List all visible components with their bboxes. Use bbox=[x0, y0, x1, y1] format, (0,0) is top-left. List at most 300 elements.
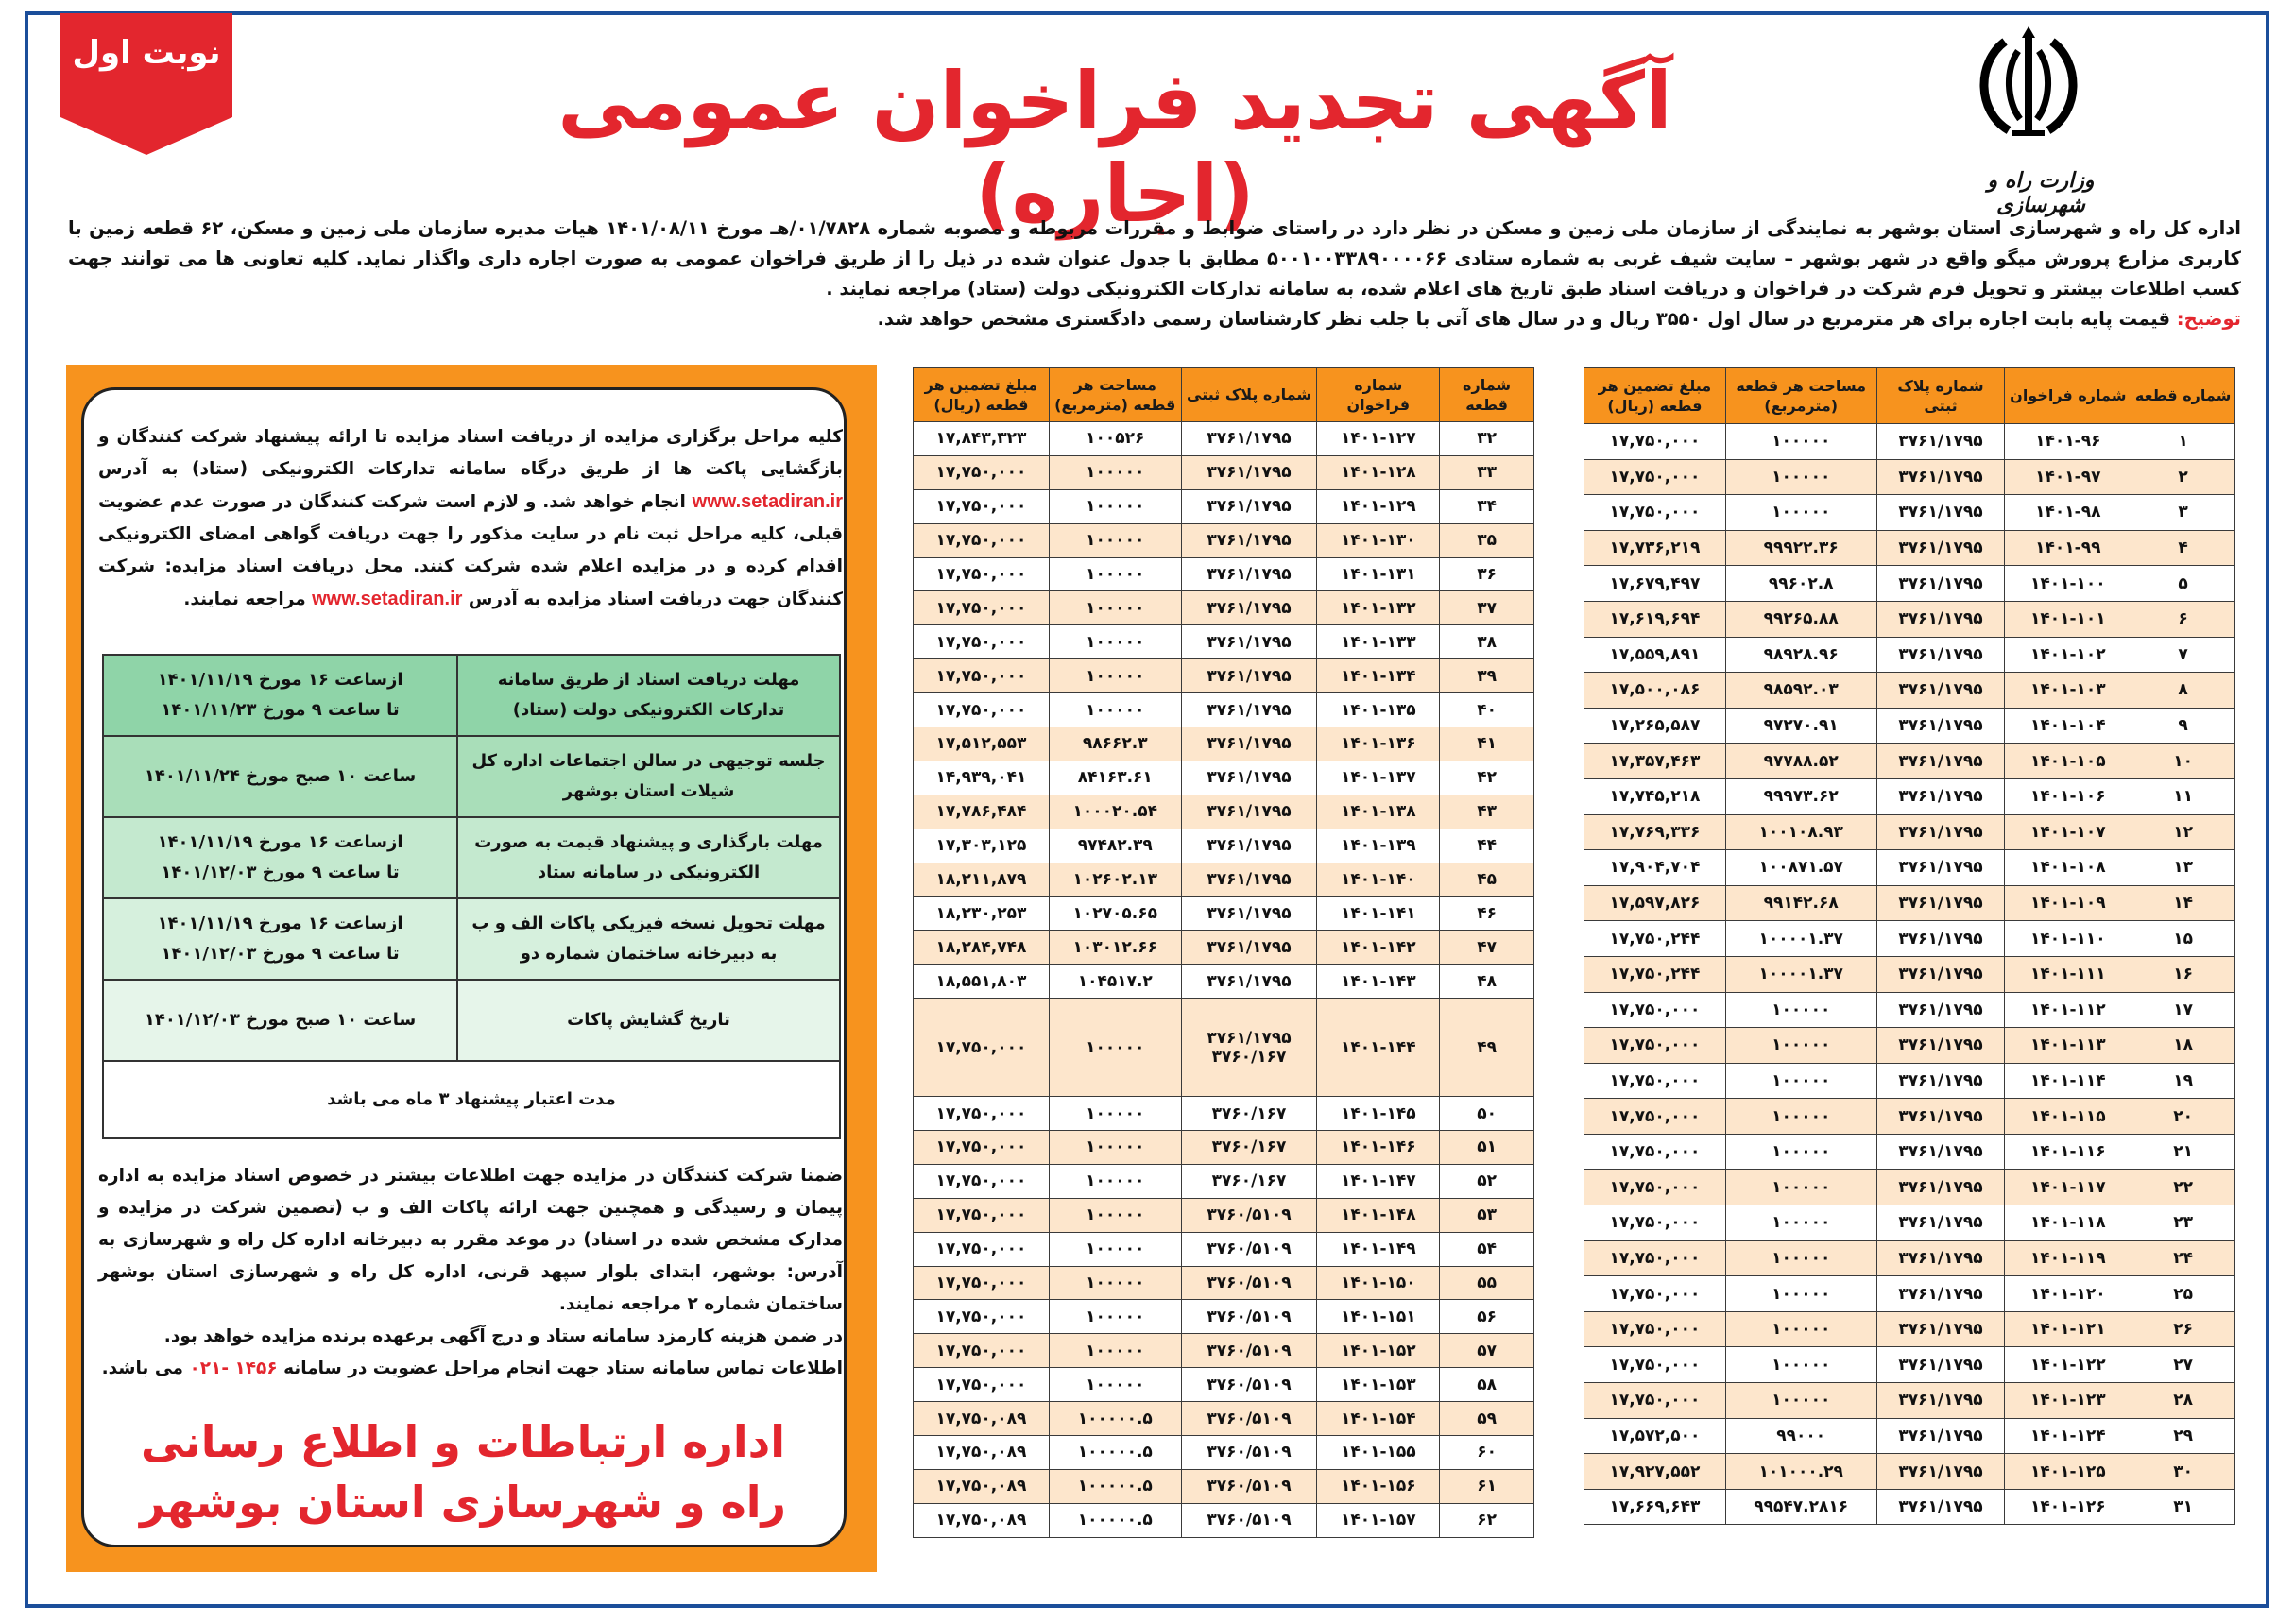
cell-call-no: ۱۴۰۱-۹۶ bbox=[2005, 424, 2131, 460]
cell-reg-plate: ۳۷۶۱/۱۷۹۵ bbox=[1876, 992, 2005, 1028]
cell-reg-plate: ۳۷۶۱/۱۷۹۵ bbox=[1876, 708, 2005, 744]
plate-line-2: ۳۷۶۰/۱۶۷ bbox=[1211, 1047, 1287, 1067]
cell-plot-no: ۴۱ bbox=[1440, 727, 1534, 761]
cell-guarantee: ۱۷,۷۵۰,۰۰۰ bbox=[914, 489, 1050, 523]
cell-plot-no: ۶۰ bbox=[1440, 1436, 1534, 1470]
cell-guarantee: ۱۷,۷۵۰,۰۰۰ bbox=[914, 591, 1050, 625]
schedule-time bbox=[103, 980, 457, 1061]
cell-plot-no: ۴۲ bbox=[1440, 761, 1534, 795]
cell-plot-no: ۷ bbox=[2131, 637, 2235, 673]
header-plot-no: شماره قطعه bbox=[1440, 368, 1534, 422]
table-row bbox=[1584, 601, 2235, 637]
cell-reg-plate: ۳۷۶۱/۱۷۹۵ bbox=[1876, 459, 2005, 495]
setadiran-link-2[interactable]: www.setadiran.ir bbox=[312, 589, 463, 609]
cell-guarantee: ۱۷,۷۵۰,۰۰۰ bbox=[1584, 1134, 1726, 1170]
table-row bbox=[914, 1368, 1534, 1402]
cell-call-no: ۱۴۰۱-۱۵۵ bbox=[1317, 1436, 1440, 1470]
cell-guarantee: ۱۸,۲۸۴,۷۴۸ bbox=[914, 931, 1050, 965]
cell-area: ۱۰۴۵۱۷.۲ bbox=[1049, 965, 1181, 999]
cell-guarantee: ۱۷,۷۵۰,۰۰۰ bbox=[914, 1198, 1050, 1232]
cell-guarantee: ۱۷,۷۴۵,۲۱۸ bbox=[1584, 778, 1726, 814]
table-row bbox=[914, 1503, 1534, 1537]
cell-area: ۱۰۰۰۰۰ bbox=[1049, 557, 1181, 591]
cell-guarantee: ۱۷,۲۶۵,۵۸۷ bbox=[1584, 708, 1726, 744]
cell-guarantee: ۱۷,۷۵۰,۰۰۰ bbox=[1584, 1383, 1726, 1419]
cell-area: ۱۰۰۰۰۰ bbox=[1049, 1198, 1181, 1232]
cell-area: ۹۸۶۶۲.۳ bbox=[1049, 727, 1181, 761]
cell-guarantee: ۱۷,۵۷۲,۵۰۰ bbox=[1584, 1418, 1726, 1454]
schedule-time bbox=[103, 655, 457, 736]
cell-call-no: ۱۴۰۱-۱۴۲ bbox=[1317, 931, 1440, 965]
schedule-label: مهلت تحویل نسخه فیزیکی پاکات الف و ب به دبیرخانه ساختمان شماره دو bbox=[457, 898, 840, 980]
cell-plot-no: ۳۳ bbox=[1440, 455, 1534, 489]
plate-line: ۳۷۶۱/۱۷۹۵ bbox=[1207, 903, 1292, 923]
cell-area: ۹۸۹۲۸.۹۶ bbox=[1725, 637, 1876, 673]
cell-guarantee: ۱۷,۷۵۰,۰۸۹ bbox=[914, 1402, 1050, 1436]
cell-plot-no: ۱۸ bbox=[2131, 1028, 2235, 1064]
cell-area: ۱۰۰۰۰۰ bbox=[1049, 625, 1181, 659]
table-row bbox=[914, 1266, 1534, 1300]
cell-guarantee: ۱۷,۸۴۳,۳۲۳ bbox=[914, 422, 1050, 456]
cell-call-no: ۱۴۰۱-۱۰۴ bbox=[2005, 708, 2131, 744]
cell-area: ۱۰۰۰۰۰.۵ bbox=[1049, 1436, 1181, 1470]
cell-guarantee: ۱۷,۷۵۰,۰۸۹ bbox=[914, 1503, 1050, 1537]
plate-line: ۳۷۶۱/۱۷۹۵ bbox=[1207, 734, 1292, 754]
table-row bbox=[1584, 566, 2235, 602]
cell-reg-plate bbox=[1181, 1368, 1317, 1402]
phone-number: ۱۴۵۶ -۰۲۱ bbox=[189, 1359, 278, 1378]
cell-reg-plate bbox=[1181, 1300, 1317, 1334]
cell-area: ۱۰۰۰۰۰ bbox=[1725, 1347, 1876, 1383]
cell-area: ۱۰۰۰۰۰.۵ bbox=[1049, 1503, 1181, 1537]
cell-reg-plate: ۳۷۶۱/۱۷۹۵ bbox=[1876, 673, 2005, 709]
cell-reg-plate: ۳۷۶۱/۱۷۹۵ bbox=[1876, 1134, 2005, 1170]
table-row bbox=[914, 999, 1534, 1097]
setadiran-link[interactable]: www.setadiran.ir bbox=[692, 491, 843, 512]
schedule-time-line-1: ازساعت ۱۶ مورخ ۱۴۰۱/۱۱/۱۹ bbox=[157, 670, 403, 690]
cell-call-no: ۱۴۰۱-۱۲۳ bbox=[2005, 1383, 2131, 1419]
cell-reg-plate: ۳۷۶۱/۱۷۹۵ bbox=[1876, 1383, 2005, 1419]
cell-call-no: ۱۴۰۱-۱۲۰ bbox=[2005, 1276, 2131, 1312]
table-row bbox=[1584, 424, 2235, 460]
cell-plot-no: ۵۰ bbox=[1440, 1097, 1534, 1131]
note-text: قیمت پایه بابت اجاره برای هر مترمربع در سال اول ۳۵۵۰ ریال و در سال های آتی با جلب نظر کارشناسان رسمی دادگستری مشخص خواهد شد. bbox=[877, 308, 2170, 330]
table-row bbox=[1584, 530, 2235, 566]
cell-call-no: ۱۴۰۱-۱۰۱ bbox=[2005, 601, 2131, 637]
cell-guarantee: ۱۴,۹۳۹,۰۴۱ bbox=[914, 761, 1050, 795]
table-row bbox=[1584, 921, 2235, 957]
procedure-text-a: کلیه مراحل برگزاری مزایده از دریافت اسناد مزایده تا ارائه پیشنهاد شرکت کنندگان و بازگشایی پاکت ها از طریق درگاه سامانه تدارکات الکترونیکی (ستاد) به آدرس bbox=[98, 427, 843, 479]
cell-guarantee: ۱۷,۷۵۰,۰۰۰ bbox=[914, 1266, 1050, 1300]
plate-line: ۳۷۶۰/۵۱۰۹ bbox=[1207, 1205, 1292, 1225]
cell-guarantee: ۱۷,۷۵۰,۰۰۰ bbox=[1584, 1347, 1726, 1383]
cell-plot-no: ۱۰ bbox=[2131, 744, 2235, 779]
plate-line: ۳۷۶۱/۱۷۹۵ bbox=[1207, 870, 1292, 890]
cell-call-no: ۱۴۰۱-۱۱۶ bbox=[2005, 1134, 2131, 1170]
cell-reg-plate bbox=[1181, 1232, 1317, 1266]
cell-guarantee: ۱۷,۷۵۰,۰۰۰ bbox=[1584, 1099, 1726, 1135]
plate-line: ۳۷۶۰/۵۱۰۹ bbox=[1207, 1307, 1292, 1326]
cell-guarantee: ۱۷,۷۵۰,۰۸۹ bbox=[914, 1469, 1050, 1503]
table-row bbox=[1584, 1170, 2235, 1205]
cell-reg-plate bbox=[1181, 795, 1317, 829]
cell-plot-no: ۴ bbox=[2131, 530, 2235, 566]
cell-reg-plate bbox=[1181, 1097, 1317, 1131]
cell-area: ۱۰۰۰۰۰ bbox=[1725, 495, 1876, 531]
cell-plot-no: ۳۵ bbox=[1440, 523, 1534, 557]
table-row bbox=[914, 1131, 1534, 1165]
cell-call-no: ۱۴۰۱-۱۴۷ bbox=[1317, 1164, 1440, 1198]
cell-call-no: ۱۴۰۱-۱۲۹ bbox=[1317, 489, 1440, 523]
cell-reg-plate: ۳۷۶۱/۱۷۹۵ bbox=[1876, 850, 2005, 886]
cell-area: ۱۰۰۰۰۰ bbox=[1049, 489, 1181, 523]
schedule-time-line-1: ازساعت ۱۶ مورخ ۱۴۰۱/۱۱/۱۹ bbox=[157, 832, 403, 852]
cell-area: ۱۰۰۰۰۰ bbox=[1725, 424, 1876, 460]
cell-call-no: ۱۴۰۱-۹۸ bbox=[2005, 495, 2131, 531]
cell-plot-no: ۲۷ bbox=[2131, 1347, 2235, 1383]
schedule-row bbox=[103, 898, 840, 980]
table-row bbox=[1584, 1063, 2235, 1099]
plate-line: ۳۷۶۰/۱۶۷ bbox=[1211, 1137, 1287, 1157]
cell-guarantee: ۱۷,۶۶۹,۶۴۳ bbox=[1584, 1489, 1726, 1525]
cell-plot-no: ۱۴ bbox=[2131, 885, 2235, 921]
table-row bbox=[1584, 1028, 2235, 1064]
cell-call-no: ۱۴۰۱-۱۴۶ bbox=[1317, 1131, 1440, 1165]
cell-call-no: ۱۴۰۱-۹۷ bbox=[2005, 459, 2131, 495]
cell-call-no: ۱۴۰۱-۱۵۲ bbox=[1317, 1334, 1440, 1368]
schedule-time bbox=[103, 736, 457, 817]
phone-text-a: اطلاعات تماس سامانه ستاد جهت انجام مراحل عضویت در سامانه bbox=[283, 1359, 843, 1378]
cell-reg-plate: ۳۷۶۱/۱۷۹۵ bbox=[1876, 637, 2005, 673]
table-row bbox=[914, 659, 1534, 693]
cell-plot-no: ۳۰ bbox=[2131, 1454, 2235, 1490]
cell-area: ۱۰۰۰۰۰.۵ bbox=[1049, 1469, 1181, 1503]
cell-plot-no: ۳۱ bbox=[2131, 1489, 2235, 1525]
cell-plot-no: ۵ bbox=[2131, 566, 2235, 602]
header-area: مساحت هر قطعه (مترمربع) bbox=[1725, 368, 1876, 424]
table-row bbox=[1584, 992, 2235, 1028]
table-row bbox=[914, 965, 1534, 999]
cell-reg-plate: ۳۷۶۱/۱۷۹۵ bbox=[1876, 778, 2005, 814]
procedure-paragraph bbox=[98, 421, 843, 616]
cell-plot-no: ۱۶ bbox=[2131, 956, 2235, 992]
cell-reg-plate: ۳۷۶۱/۱۷۹۵ bbox=[1876, 1205, 2005, 1241]
cell-reg-plate: ۳۷۶۱/۱۷۹۵ bbox=[1876, 1028, 2005, 1064]
cell-plot-no: ۱ bbox=[2131, 424, 2235, 460]
table-row bbox=[914, 1436, 1534, 1470]
cell-plot-no: ۱۱ bbox=[2131, 778, 2235, 814]
page-title: آگهی تجدید فراخوان عمومی (اجاره) bbox=[557, 55, 1672, 240]
cell-call-no: ۱۴۰۱-۱۵۶ bbox=[1317, 1469, 1440, 1503]
table-row bbox=[1584, 885, 2235, 921]
cell-call-no: ۱۴۰۱-۱۳۰ bbox=[1317, 523, 1440, 557]
cell-area: ۱۰۰۱۰۸.۹۳ bbox=[1725, 814, 1876, 850]
cell-plot-no: ۲۳ bbox=[2131, 1205, 2235, 1241]
cell-area: ۱۰۰۰۰۰ bbox=[1725, 1063, 1876, 1099]
table-row bbox=[1584, 459, 2235, 495]
cell-guarantee: ۱۷,۷۶۹,۳۳۶ bbox=[1584, 814, 1726, 850]
cell-reg-plate bbox=[1181, 557, 1317, 591]
cell-area: ۱۰۰۰۰۰ bbox=[1725, 1276, 1876, 1312]
phone-text-b: می باشد. bbox=[101, 1359, 183, 1378]
cell-area: ۱۰۰۰۰۰ bbox=[1725, 1099, 1876, 1135]
ministry-name: وزارت راه و شهرسازی bbox=[1987, 168, 2095, 217]
fee-text: در ضمن هزینه کارمزد سامانه ستاد و درج آگهی برعهده برنده مزایده خواهد بود. bbox=[163, 1326, 843, 1346]
table-row bbox=[914, 591, 1534, 625]
cell-plot-no: ۵۹ bbox=[1440, 1402, 1534, 1436]
table-row bbox=[1584, 850, 2235, 886]
cell-reg-plate bbox=[1181, 965, 1317, 999]
note-label: توضیح: bbox=[2176, 308, 2241, 330]
cell-reg-plate: ۳۷۶۱/۱۷۹۵ bbox=[1876, 1347, 2005, 1383]
table-row bbox=[1584, 1311, 2235, 1347]
plate-line: ۳۷۶۱/۱۷۹۵ bbox=[1207, 463, 1292, 483]
schedule-label: مهلت بارگذاری و پیشنهاد قیمت به صورت الکترونیکی در سامانه ستاد bbox=[457, 817, 840, 898]
table-row bbox=[914, 523, 1534, 557]
cell-reg-plate: ۳۷۶۱/۱۷۹۵ bbox=[1876, 495, 2005, 531]
cell-area: ۱۰۰۰۰۰ bbox=[1725, 1170, 1876, 1205]
cell-plot-no: ۳ bbox=[2131, 495, 2235, 531]
cell-area: ۱۰۰۰۰۰ bbox=[1725, 1240, 1876, 1276]
cell-area: ۱۰۰۰۰۰ bbox=[1725, 1383, 1876, 1419]
cell-call-no: ۱۴۰۱-۱۴۸ bbox=[1317, 1198, 1440, 1232]
cell-call-no: ۱۴۰۱-۱۱۵ bbox=[2005, 1099, 2131, 1135]
cell-call-no: ۱۴۰۱-۱۳۶ bbox=[1317, 727, 1440, 761]
cell-area: ۹۹۵۴۷.۲۸۱۶ bbox=[1725, 1489, 1876, 1525]
schedule-label: مهلت دریافت اسناد از طریق سامانه تدارکات الکترونیکی دولت (ستاد) bbox=[457, 655, 840, 736]
plate-line: ۳۷۶۱/۱۷۹۵ bbox=[1207, 700, 1292, 720]
cell-plot-no: ۲۸ bbox=[2131, 1383, 2235, 1419]
cell-guarantee: ۱۷,۷۵۰,۰۰۰ bbox=[914, 1131, 1050, 1165]
cell-area: ۱۰۰۰۲۰.۵۴ bbox=[1049, 795, 1181, 829]
header-area: مساحت هر قطعه (مترمربع) bbox=[1049, 368, 1181, 422]
cell-plot-no: ۱۳ bbox=[2131, 850, 2235, 886]
table-row bbox=[914, 1164, 1534, 1198]
cell-reg-plate bbox=[1181, 1402, 1317, 1436]
plate-line: ۳۷۶۰/۵۱۰۹ bbox=[1207, 1239, 1292, 1259]
validity-note: مدت اعتبار پیشنهاد ۳ ماه می باشد bbox=[103, 1061, 840, 1138]
table-row bbox=[914, 1097, 1534, 1131]
schedule-time bbox=[103, 817, 457, 898]
table-row bbox=[914, 1469, 1534, 1503]
cell-reg-plate bbox=[1181, 931, 1317, 965]
plate-line: ۳۷۶۰/۵۱۰۹ bbox=[1207, 1375, 1292, 1394]
cell-call-no: ۱۴۰۱-۱۲۱ bbox=[2005, 1311, 2131, 1347]
plate-line: ۳۷۶۰/۵۱۰۹ bbox=[1207, 1443, 1292, 1462]
cell-guarantee: ۱۷,۷۵۰,۰۰۰ bbox=[914, 1368, 1050, 1402]
schedule-row bbox=[103, 655, 840, 736]
cell-plot-no: ۴۳ bbox=[1440, 795, 1534, 829]
schedule-time-line-1: ساعت ۱۰ صبح مورخ ۱۴۰۱/۱۱/۲۴ bbox=[144, 766, 417, 786]
signature-line-1: اداره ارتباطات و اطلاع رسانی bbox=[140, 1416, 786, 1467]
cell-call-no: ۱۴۰۱-۱۳۷ bbox=[1317, 761, 1440, 795]
cell-area: ۹۷۷۸۸.۵۲ bbox=[1725, 744, 1876, 779]
cell-reg-plate bbox=[1181, 727, 1317, 761]
cell-area: ۱۰۰۰۰۰ bbox=[1725, 459, 1876, 495]
cell-guarantee: ۱۷,۵۰۰,۰۸۶ bbox=[1584, 673, 1726, 709]
badge-label: نوبت اول bbox=[72, 34, 221, 72]
cell-call-no: ۱۴۰۱-۱۳۹ bbox=[1317, 829, 1440, 863]
cell-area: ۱۰۰۰۰۰ bbox=[1049, 1266, 1181, 1300]
procedure-text-b: انجام خواهد شد. و لازم است شرکت کنندگان در صورت عدم عضویت قبلی، کلیه مراحل ثبت نام در سایت مذکور را جهت دریافت گواهی امضای الکترونیکی اقدام کرده و در مزایده اعلام شده شرکت کنند. محل دریافت اسناد مزایده: شرکت کنندگان جهت دریافت اسناد مزایده به آدرس bbox=[98, 492, 843, 609]
cell-call-no: ۱۴۰۱-۱۴۱ bbox=[1317, 897, 1440, 931]
cell-plot-no: ۵۷ bbox=[1440, 1334, 1534, 1368]
cell-reg-plate bbox=[1181, 1198, 1317, 1232]
cell-area: ۹۸۵۹۲.۰۳ bbox=[1725, 673, 1876, 709]
cell-reg-plate bbox=[1181, 1436, 1317, 1470]
schedule-label: تاریخ گشایش پاکات bbox=[457, 980, 840, 1061]
plots-table-right bbox=[1584, 367, 2235, 1525]
cell-plot-no: ۴۸ bbox=[1440, 965, 1534, 999]
cell-reg-plate bbox=[1181, 1266, 1317, 1300]
schedule-time-line-1: ازساعت ۱۶ مورخ ۱۴۰۱/۱۱/۱۹ bbox=[157, 914, 403, 933]
table-row bbox=[914, 557, 1534, 591]
contact-text: ضمنا شرکت کنندگان در مزایده جهت اطلاعات بیشتر در خصوص اسناد مزایده به اداره پیمان و رسیدگی و همچنین جهت ارائه پاکات الف و ب (تضمین شرکت در مزایده و مدارک مشخص شده در اسناد) در موعد مقرر به دبیرخانه اداره کل راه و شهرسازی به آدرس: بوشهر، ابتدای بلوار سپهد قرنی، اداره کل راه و شهرسازی استان بوشهر ساختمان شماره ۲ مراجعه نمایند. bbox=[98, 1166, 843, 1314]
cell-reg-plate bbox=[1181, 693, 1317, 727]
cell-area: ۱۰۲۶۰۲.۱۳ bbox=[1049, 863, 1181, 897]
table-row bbox=[914, 489, 1534, 523]
plate-line: ۳۷۶۱/۱۷۹۵ bbox=[1207, 632, 1292, 652]
cell-plot-no: ۴۶ bbox=[1440, 897, 1534, 931]
cell-guarantee: ۱۷,۷۵۰,۰۰۰ bbox=[1584, 1276, 1726, 1312]
cell-call-no: ۱۴۰۱-۱۵۱ bbox=[1317, 1300, 1440, 1334]
cell-call-no: ۱۴۰۱-۱۰۹ bbox=[2005, 885, 2131, 921]
header-plot-no: شماره قطعه bbox=[2131, 368, 2235, 424]
schedule-time bbox=[103, 898, 457, 980]
table-row bbox=[1584, 778, 2235, 814]
cell-guarantee: ۱۷,۵۹۷,۸۲۶ bbox=[1584, 885, 1726, 921]
cell-reg-plate bbox=[1181, 422, 1317, 456]
table-row bbox=[914, 897, 1534, 931]
table-row bbox=[1584, 1347, 2235, 1383]
cell-reg-plate: ۳۷۶۱/۱۷۹۵ bbox=[1876, 921, 2005, 957]
cell-area: ۹۹۹۷۳.۶۲ bbox=[1725, 778, 1876, 814]
cell-guarantee: ۱۷,۶۱۹,۶۹۴ bbox=[1584, 601, 1726, 637]
cell-call-no: ۱۴۰۱-۱۲۷ bbox=[1317, 422, 1440, 456]
cell-call-no: ۱۴۰۱-۱۵۴ bbox=[1317, 1402, 1440, 1436]
cell-plot-no: ۲۴ bbox=[2131, 1240, 2235, 1276]
schedule-time-line-1: ساعت ۱۰ صبح مورخ ۱۴۰۱/۱۲/۰۳ bbox=[144, 1010, 417, 1030]
cell-reg-plate: ۳۷۶۱/۱۷۹۵ bbox=[1876, 566, 2005, 602]
cell-call-no: ۱۴۰۱-۱۴۹ bbox=[1317, 1232, 1440, 1266]
cell-call-no: ۱۴۰۱-۹۹ bbox=[2005, 530, 2131, 566]
cell-guarantee: ۱۷,۷۵۰,۰۰۰ bbox=[914, 1334, 1050, 1368]
cell-guarantee: ۱۷,۷۵۰,۰۰۰ bbox=[914, 523, 1050, 557]
cell-plot-no: ۲۰ bbox=[2131, 1099, 2235, 1135]
cell-call-no: ۱۴۰۱-۱۰۲ bbox=[2005, 637, 2131, 673]
table-row bbox=[914, 1334, 1534, 1368]
cell-area: ۹۹۶۰۲.۸ bbox=[1725, 566, 1876, 602]
cell-reg-plate bbox=[1181, 999, 1317, 1097]
table-row bbox=[914, 761, 1534, 795]
cell-guarantee: ۱۷,۷۵۰,۰۰۰ bbox=[1584, 424, 1726, 460]
table-row bbox=[914, 829, 1534, 863]
cell-area: ۱۰۰۰۰۰ bbox=[1049, 1131, 1181, 1165]
cell-area: ۱۰۰۰۰۰ bbox=[1049, 523, 1181, 557]
cell-call-no: ۱۴۰۱-۱۲۸ bbox=[1317, 455, 1440, 489]
cell-reg-plate bbox=[1181, 863, 1317, 897]
cell-guarantee: ۱۷,۷۵۰,۰۰۰ bbox=[1584, 459, 1726, 495]
header-guarantee: مبلغ تضمین هر قطعه (ریال) bbox=[1584, 368, 1726, 424]
cell-reg-plate bbox=[1181, 591, 1317, 625]
cell-call-no: ۱۴۰۱-۱۱۴ bbox=[2005, 1063, 2131, 1099]
cell-area: ۹۹۹۲۲.۳۶ bbox=[1725, 530, 1876, 566]
table-row bbox=[1584, 956, 2235, 992]
plate-line: ۳۷۶۱/۱۷۹۵ bbox=[1207, 971, 1292, 991]
header-call-no: شماره فراخوان bbox=[1317, 368, 1440, 422]
cell-area: ۱۰۰۵۲۶ bbox=[1049, 422, 1181, 456]
schedule-time-line-2: تا ساعت ۹ مورخ ۱۴۰۱/۱۲/۰۳ bbox=[161, 863, 400, 882]
cell-area: ۱۰۰۰۰۰ bbox=[1725, 1134, 1876, 1170]
cell-area: ۱۰۱۰۰۰.۲۹ bbox=[1725, 1454, 1876, 1490]
intro-paragraph bbox=[68, 214, 2241, 334]
plate-line: ۳۷۶۱/۱۷۹۵ bbox=[1207, 531, 1292, 551]
cell-call-no: ۱۴۰۱-۱۰۶ bbox=[2005, 778, 2131, 814]
cell-area: ۱۰۰۰۰۰ bbox=[1725, 992, 1876, 1028]
cell-guarantee: ۱۸,۲۱۱,۸۷۹ bbox=[914, 863, 1050, 897]
table-row bbox=[914, 625, 1534, 659]
table-row bbox=[1584, 1418, 2235, 1454]
cell-reg-plate: ۳۷۶۱/۱۷۹۵ bbox=[1876, 814, 2005, 850]
cell-guarantee: ۱۷,۷۳۶,۲۱۹ bbox=[1584, 530, 1726, 566]
cell-call-no: ۱۴۰۱-۱۳۸ bbox=[1317, 795, 1440, 829]
cell-plot-no: ۵۴ bbox=[1440, 1232, 1534, 1266]
table-row bbox=[914, 422, 1534, 456]
cell-call-no: ۱۴۰۱-۱۰۰ bbox=[2005, 566, 2131, 602]
cell-reg-plate: ۳۷۶۱/۱۷۹۵ bbox=[1876, 1240, 2005, 1276]
cell-guarantee: ۱۷,۶۷۹,۴۹۷ bbox=[1584, 566, 1726, 602]
cell-guarantee: ۱۷,۷۸۶,۴۸۴ bbox=[914, 795, 1050, 829]
cell-area: ۱۰۰۰۰۰ bbox=[1725, 1028, 1876, 1064]
cell-call-no: ۱۴۰۱-۱۱۸ bbox=[2005, 1205, 2131, 1241]
cell-area: ۹۷۲۷۰.۹۱ bbox=[1725, 708, 1876, 744]
cell-plot-no: ۵۸ bbox=[1440, 1368, 1534, 1402]
table-row bbox=[914, 1232, 1534, 1266]
header-reg-plate: شماره پلاک ثبتی bbox=[1181, 368, 1317, 422]
cell-plot-no: ۱۹ bbox=[2131, 1063, 2235, 1099]
cell-guarantee: ۱۷,۷۵۰,۰۰۰ bbox=[914, 659, 1050, 693]
cell-call-no: ۱۴۰۱-۱۵۳ bbox=[1317, 1368, 1440, 1402]
schedule-row bbox=[103, 817, 840, 898]
table-row bbox=[1584, 1276, 2235, 1312]
cell-plot-no: ۲ bbox=[2131, 459, 2235, 495]
cell-area: ۹۹۰۰۰ bbox=[1725, 1418, 1876, 1454]
cell-area: ۱۰۰۰۰۰ bbox=[1725, 1205, 1876, 1241]
cell-plot-no: ۲۱ bbox=[2131, 1134, 2235, 1170]
cell-guarantee: ۱۷,۷۵۰,۰۰۰ bbox=[1584, 1028, 1726, 1064]
plate-line: ۳۷۶۱/۱۷۹۵ bbox=[1207, 497, 1292, 517]
cell-call-no: ۱۴۰۱-۱۴۰ bbox=[1317, 863, 1440, 897]
cell-call-no: ۱۴۰۱-۱۴۳ bbox=[1317, 965, 1440, 999]
cell-area: ۱۰۰۰۰۰ bbox=[1725, 1311, 1876, 1347]
cell-guarantee: ۱۷,۵۱۲,۵۵۳ bbox=[914, 727, 1050, 761]
cell-area: ۱۰۰۰۰۰.۵ bbox=[1049, 1402, 1181, 1436]
table-row bbox=[914, 1198, 1534, 1232]
cell-reg-plate bbox=[1181, 625, 1317, 659]
cell-reg-plate bbox=[1181, 1503, 1317, 1537]
table-row bbox=[1584, 744, 2235, 779]
table-row bbox=[1584, 1383, 2235, 1419]
cell-call-no: ۱۴۰۱-۱۳۵ bbox=[1317, 693, 1440, 727]
schedule-row bbox=[103, 980, 840, 1061]
schedule-time-line-2: تا ساعت ۹ مورخ ۱۴۰۱/۱۲/۰۳ bbox=[161, 944, 400, 964]
plate-line: ۳۷۶۰/۵۱۰۹ bbox=[1207, 1409, 1292, 1428]
cell-plot-no: ۱۲ bbox=[2131, 814, 2235, 850]
cell-guarantee: ۱۷,۳۵۷,۴۶۳ bbox=[1584, 744, 1726, 779]
table-row bbox=[1584, 814, 2235, 850]
cell-reg-plate: ۳۷۶۱/۱۷۹۵ bbox=[1876, 1418, 2005, 1454]
cell-reg-plate: ۳۷۶۱/۱۷۹۵ bbox=[1876, 601, 2005, 637]
